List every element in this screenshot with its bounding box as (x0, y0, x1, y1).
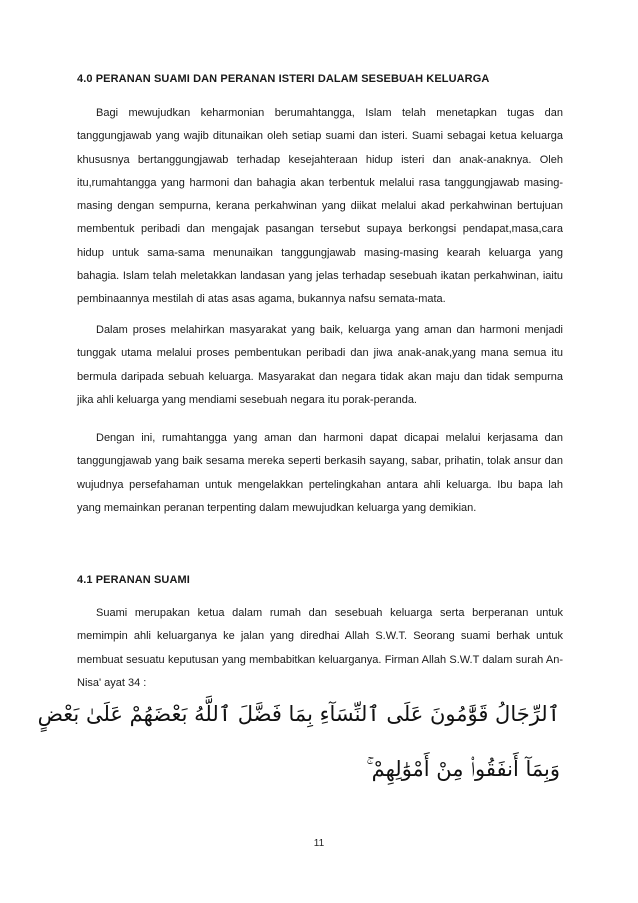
quran-verse-line-1: ٱلرِّجَالُ قَوَّٰمُونَ عَلَى ٱلنِّسَآءِ بِمَا فَضَّلَ ٱللَّهُ بَعْضَهُمْ عَلَىٰ بَعْضٍ (37, 702, 560, 726)
section-heading-4-0: 4.0 PERANAN SUAMI DAN PERANAN ISTERI DALAM SESEBUAH KELUARGA (77, 73, 490, 85)
paragraph-4-0-3: Dengan ini, rumahtangga yang aman dan harmoni dapat dicapai melalui kerjasama dan tanggungjawab yang baik sesama mereka seperti berkasih sayang, sabar, prihatin, tolak ansur dan wujudnya persefahaman untuk mengelakkan pertelingkahan antara ahli keluarga. Ibu bapa lah yang memainkan peranan terpenting dalam mewujudkan keluarga yang demikian. (77, 432, 563, 514)
section-heading-4-1: 4.1 PERANAN SUAMI (77, 574, 190, 586)
paragraph-4-0-2: Dalam proses melahirkan masyarakat yang baik, keluarga yang aman dan harmoni menjadi tunggak utama melalui proses pembentukan peribadi dan jiwa anak-anak,yang mana semua itu bermula daripada sebuah keluarga. Masyarakat dan negara tidak akan maju dan tidak sempurna jika ahli keluarga yang mendiami sesebuah negara itu porak-peranda. (77, 324, 563, 406)
quran-verse-line-2: وَبِمَآ أَنفَقُوا۟ مِنْ أَمْوَٰلِهِمْ ۚ (366, 757, 560, 781)
page-number: 11 (313, 838, 325, 849)
paragraph-4-0-1: Bagi mewujudkan keharmonian berumahtangga, Islam telah menetapkan tugas dan tanggungjawab yang wajib ditunaikan oleh setiap suami dan isteri. Suami sebagai ketua keluarga khususnya bertanggungjawab terhadap kesejahteraan hidup isteri dan anak-anaknya. Oleh itu,rumahtangga yang harmoni dan bahagia akan terbentuk melalui rasa tanggungjawab masing-masing dengan sempurna, kerana perkahwinan yang diikat melalui akad perkahwinan bertujuan membentuk peribadi dan mengajak pasangan tersebut supaya berkongsi pendapat,masa,cara hidup untuk sama-sama menunaikan tanggungjawab masing-masing kearah keluarga yang bahagia. Islam telah meletakkan landasan yang jelas terhadap sesebuah ikatan perkahwinan, iaitu pembinaannya mestilah di atas asas agama, bukannya nafsu semata-mata. (77, 107, 563, 306)
paragraph-4-1-1: Suami merupakan ketua dalam rumah dan sesebuah keluarga serta berperanan untuk memimpin ahli keluarganya ke jalan yang diredhai Allah S.W.T. Seorang suami berhak untuk membuat sesuatu keputusan yang membabitkan keluarganya. Firman Allah S.W.T dalam surah An-Nisa' ayat 34 : (77, 607, 563, 689)
